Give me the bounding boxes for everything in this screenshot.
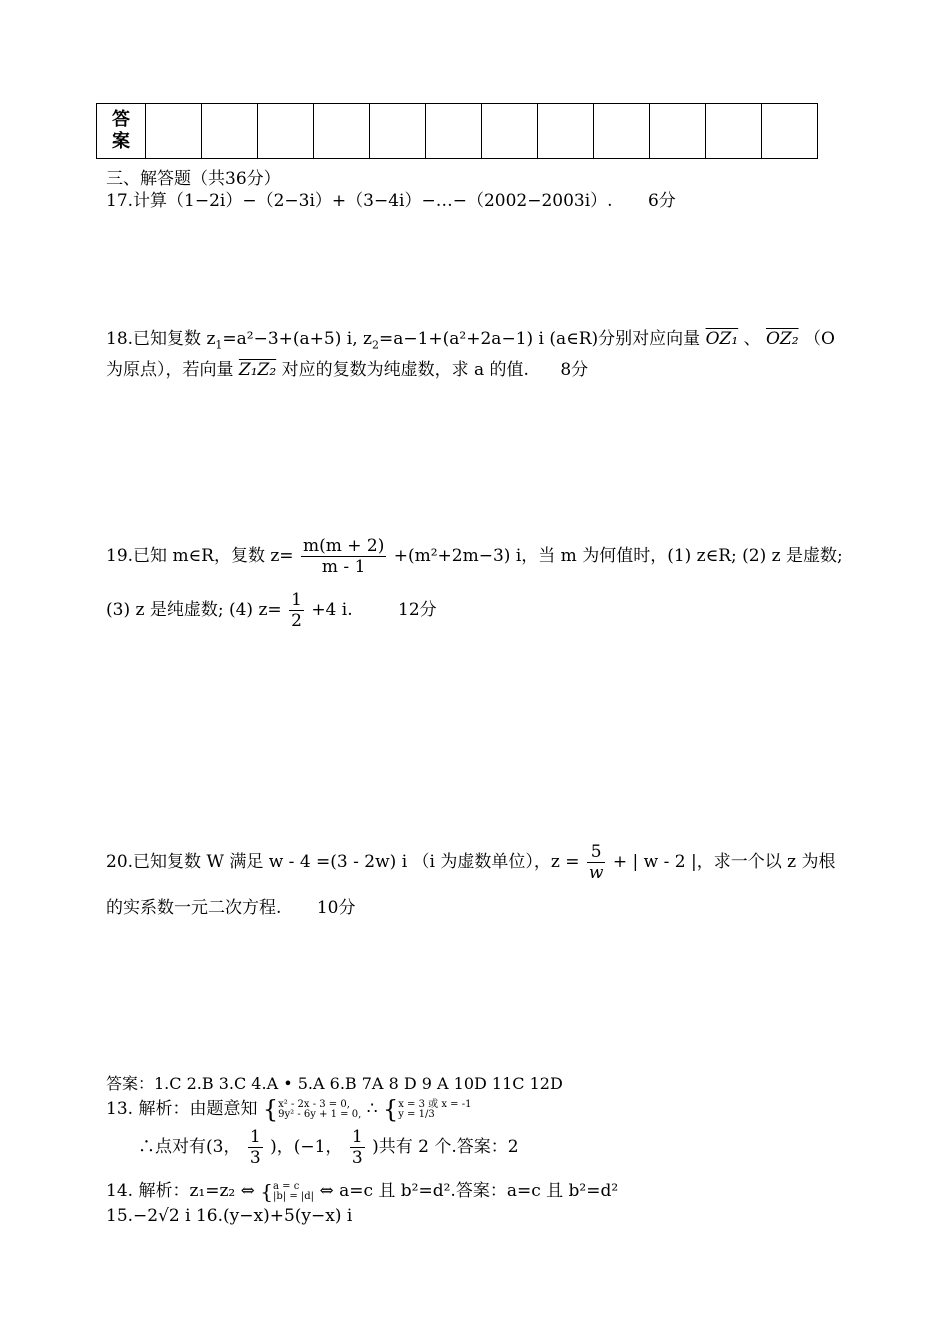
a13-label: 13. 解析：由题意知 — [106, 1099, 258, 1119]
q18-sub1: 1 — [215, 338, 223, 352]
q18-vector-z1z2: Z₁Z₂ — [238, 360, 277, 380]
answer-15-16: 15.−2√2 i 16.(y−x)+5(y−x) i — [106, 1206, 353, 1226]
a14-text-a: 14. 解析：z₁=z₂ ⇔ — [106, 1181, 255, 1201]
q19-text-d: +4 i. — [311, 600, 353, 620]
answer-cell[interactable] — [650, 104, 706, 159]
left-brace-icon: { — [262, 1095, 279, 1124]
q20-frac-den: w — [588, 863, 604, 883]
a13-frac-num: 1 — [351, 1127, 363, 1147]
answer-header-line2: 案 — [112, 131, 130, 152]
q19-text-b: +(m²+2m−3) i，当 m 为何值时，(1) z∈R; (2) z 是虚数; — [393, 546, 843, 566]
q20-score: 10分 — [316, 898, 356, 918]
a14-sys-top: a = c — [273, 1180, 300, 1192]
a13-text-a: ∴点对有(3， — [138, 1137, 241, 1157]
a14-system — [273, 1182, 314, 1202]
answer-header-line1: 答 — [112, 109, 130, 130]
q18-text-c: =a−1+(a²+2a−1) i (a∈R)分别对应向量 — [378, 329, 701, 349]
a13-system-2 — [398, 1100, 471, 1120]
a13-frac-den: 3 — [351, 1148, 363, 1168]
q19-frac2-den: 2 — [291, 611, 302, 631]
q19-text-a: 19.已知 m∈R，复数 z= — [106, 546, 294, 566]
answer-cell[interactable] — [762, 104, 818, 159]
a13-fraction-2 — [350, 1127, 365, 1168]
q19-text-c: (3) z 是纯虚数; (4) z= — [106, 600, 282, 620]
question-17 — [106, 186, 676, 211]
answer-header-cell — [97, 104, 146, 159]
q18-text-e: 为原点），若向量 — [106, 360, 234, 380]
a13-frac-den: 3 — [249, 1148, 261, 1168]
answer-cell[interactable] — [370, 104, 426, 159]
left-brace-icon: { — [260, 1179, 274, 1204]
a14-sys-bot: |b| = |d| — [273, 1190, 315, 1202]
q19-frac2-num: 1 — [291, 590, 302, 610]
q18-sub2: 2 — [371, 338, 379, 352]
q20-frac-num: 5 — [587, 842, 606, 863]
answer-table — [96, 103, 818, 159]
answer-table-row — [97, 104, 818, 159]
answers-line1: 答案：1.C 2.B 3.C 4.A • 5.A 6.B 7A 8 D 9 A 10D 11C 12D — [106, 1074, 563, 1093]
q17-text: 17.计算（1−2i）−（2−3i）+（3−4i）−…−（2002−2003i）. — [106, 191, 613, 211]
q18-vector-oz1: OZ₁ — [705, 329, 739, 349]
a13-text-c: )共有 2 个.答案：2 — [372, 1137, 519, 1157]
a13-sys2-bot: y = 1/3 — [398, 1108, 435, 1120]
a13-fraction-1 — [248, 1127, 263, 1168]
q20-text-c: 的实系数一元二次方程. — [106, 898, 282, 918]
a13-text-b: )，(−1， — [270, 1137, 343, 1157]
question-20-line2 — [106, 893, 355, 918]
q18-text-a: 18.已知复数 z — [106, 329, 216, 349]
question-19-line1 — [106, 536, 843, 577]
answer-cell[interactable] — [426, 104, 482, 159]
q19-score: 12分 — [398, 600, 437, 620]
q19-fraction-2 — [289, 590, 304, 631]
answer-cell[interactable] — [482, 104, 538, 159]
therefore-icon: ∴ — [366, 1099, 378, 1119]
question-20-line1 — [106, 842, 835, 883]
answer-14 — [106, 1176, 618, 1204]
a14-text-b: ⇔ a=c 且 b²=d².答案：a=c 且 b²=d² — [319, 1181, 619, 1201]
q18-vector-oz2: OZ₂ — [765, 329, 799, 349]
answer-13-line1 — [106, 1094, 471, 1124]
q19-frac-num: m(m + 2) — [302, 536, 385, 556]
answer-13-line2 — [138, 1127, 519, 1168]
answer-cell[interactable] — [706, 104, 762, 159]
q19-fraction — [301, 536, 386, 577]
q19-frac-den: m - 1 — [321, 557, 366, 577]
a13-sys1-bot: 9y² - 6y + 1 = 0, — [278, 1108, 362, 1120]
left-brace-icon: { — [382, 1095, 399, 1124]
a13-sys1-top: x² - 2x - 3 = 0, — [278, 1098, 350, 1110]
answer-cell[interactable] — [258, 104, 314, 159]
a13-system-1 — [278, 1100, 361, 1120]
q18-text-f: 对应的复数为纯虚数，求 a 的值. — [281, 360, 529, 380]
answer-cell[interactable] — [594, 104, 650, 159]
answer-cell[interactable] — [146, 104, 202, 159]
answer-cell[interactable] — [202, 104, 258, 159]
q18-text-d: （O — [803, 329, 835, 349]
q17-score: 6分 — [647, 191, 676, 211]
a13-sys2-top: x = 3 或 x = -1 — [398, 1098, 472, 1110]
section-title: 三、解答题（共36分） — [106, 169, 281, 189]
q18-sep: 、 — [743, 329, 761, 349]
q20-fraction — [587, 842, 606, 883]
question-18-line2 — [106, 355, 588, 380]
answer-cell[interactable] — [314, 104, 370, 159]
q20-text-a: 20.已知复数 W 满足 w - 4 =(3 - 2w) i （i 为虚数单位），z = — [106, 852, 580, 872]
q20-text-b: + | w - 2 |，求一个以 z 为根 — [612, 852, 836, 872]
q18-score: 8分 — [560, 360, 589, 380]
answer-cell[interactable] — [538, 104, 594, 159]
a13-frac-num: 1 — [249, 1127, 261, 1147]
question-19-line2 — [106, 590, 437, 631]
question-18-line1 — [106, 324, 835, 351]
q18-text-b: =a²−3+(a+5) i, z — [222, 329, 372, 349]
